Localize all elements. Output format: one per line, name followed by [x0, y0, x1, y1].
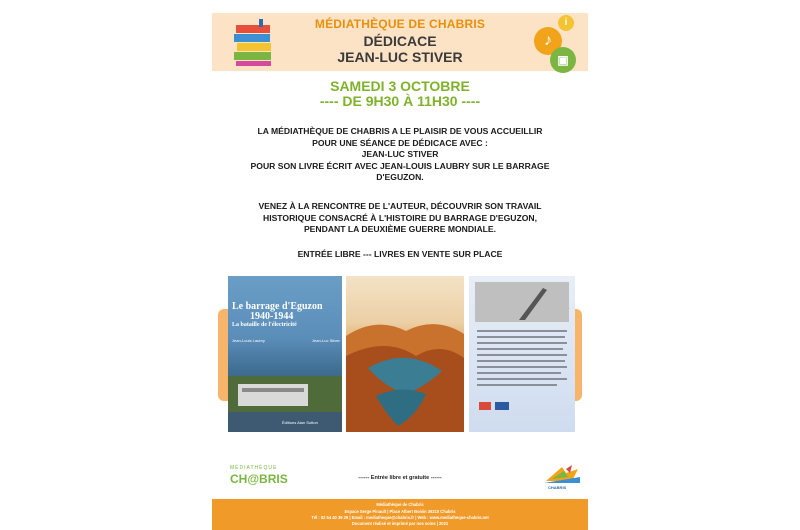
- description-line: PENDANT LA DEUXIÈME GUERRE MONDIALE.: [303, 224, 497, 235]
- intro-paragraph: [232, 126, 568, 184]
- logo-small-text: MÉDIATHÈQUE: [230, 465, 278, 471]
- poster: [212, 13, 588, 530]
- page-title: [212, 33, 588, 65]
- logo-big-text: CH@BRIS: [230, 472, 288, 486]
- event-time: ---- DE 9H30 À 11H30 ----: [319, 93, 481, 109]
- title-line-1: DÉDICACE: [363, 33, 437, 49]
- footer-credit: Document réalisé et imprimé par nos soins | 2021: [351, 521, 449, 526]
- book-subtitle: La bataille de l'électricité: [232, 322, 297, 328]
- description-paragraph: [232, 201, 568, 236]
- header-banner: [212, 13, 588, 71]
- book-title-line: 1940-1944: [250, 311, 294, 322]
- event-schedule: [212, 79, 588, 109]
- description-line: VENEZ À LA RENCONTRE DE L'AUTEUR, DÉCOUVRIR SON TRAVAIL: [258, 201, 542, 211]
- back-cover-illustration: [469, 276, 575, 432]
- book-author: Jean-Louis Laubry: [232, 338, 265, 343]
- free-entry-note: ------ Entrée libre et gratuite ------: [358, 475, 442, 481]
- lake-photo: [346, 276, 464, 432]
- footer-library: Médiathèque de Chabris: [376, 502, 424, 507]
- decorative-band-left: [218, 309, 228, 401]
- intro-line: JEAN-LUC STIVER: [361, 149, 439, 160]
- description-line: HISTORIQUE CONSACRÉ À L'HISTOIRE DU BARRAGE D'EGUZON,: [262, 212, 537, 223]
- music-icon: ♪: [534, 27, 562, 55]
- info-icon: i: [558, 15, 574, 31]
- book-publisher: Éditions Alan Sutton: [282, 420, 318, 425]
- book-cover: [228, 276, 342, 432]
- chabris-logo-icon: [542, 463, 582, 485]
- book-coauthor: Jean-Luc Stiver: [312, 338, 340, 343]
- title-line-2: JEAN-LUC STIVER: [337, 49, 463, 65]
- footer-contact: Tél : 02 54 40 39 29 | Email : mediatheque@chabris.fr | Web : www.mediatheque-chabris.net: [311, 515, 489, 520]
- event-date: SAMEDI 3 OCTOBRE: [330, 78, 470, 94]
- lake-illustration: [346, 276, 464, 432]
- footer-bar: [212, 499, 588, 530]
- book-back-cover: [469, 276, 575, 432]
- chabris-town-logo: [542, 463, 582, 493]
- entry-info: ENTRÉE LIBRE --- LIVRES EN VENTE SUR PLACE: [297, 249, 503, 259]
- intro-line: POUR SON LIVRE ÉCRIT AVEC JEAN-LOUIS LAUBRY SUR LE BARRAGE: [250, 160, 550, 171]
- footer-address: Espace Serge Pinault | Place Albert Boivin 36210 Chabris: [344, 509, 456, 514]
- library-name: MÉDIATHÈQUE DE CHABRIS: [314, 17, 486, 31]
- book-title: [232, 302, 323, 329]
- intro-line: LA MÉDIATHÈQUE DE CHABRIS A LE PLAISIR DE VOUS ACCUEILLIR: [257, 126, 543, 136]
- film-icon: ▣: [550, 47, 576, 73]
- intro-line: POUR UNE SÉANCE DE DÉDICACE AVEC :: [312, 137, 488, 148]
- chabris-logo-label: CHABRIS: [548, 485, 567, 490]
- book-title-line: Le barrage d'Eguzon: [232, 301, 323, 312]
- intro-line: D'EGUZON.: [376, 172, 424, 183]
